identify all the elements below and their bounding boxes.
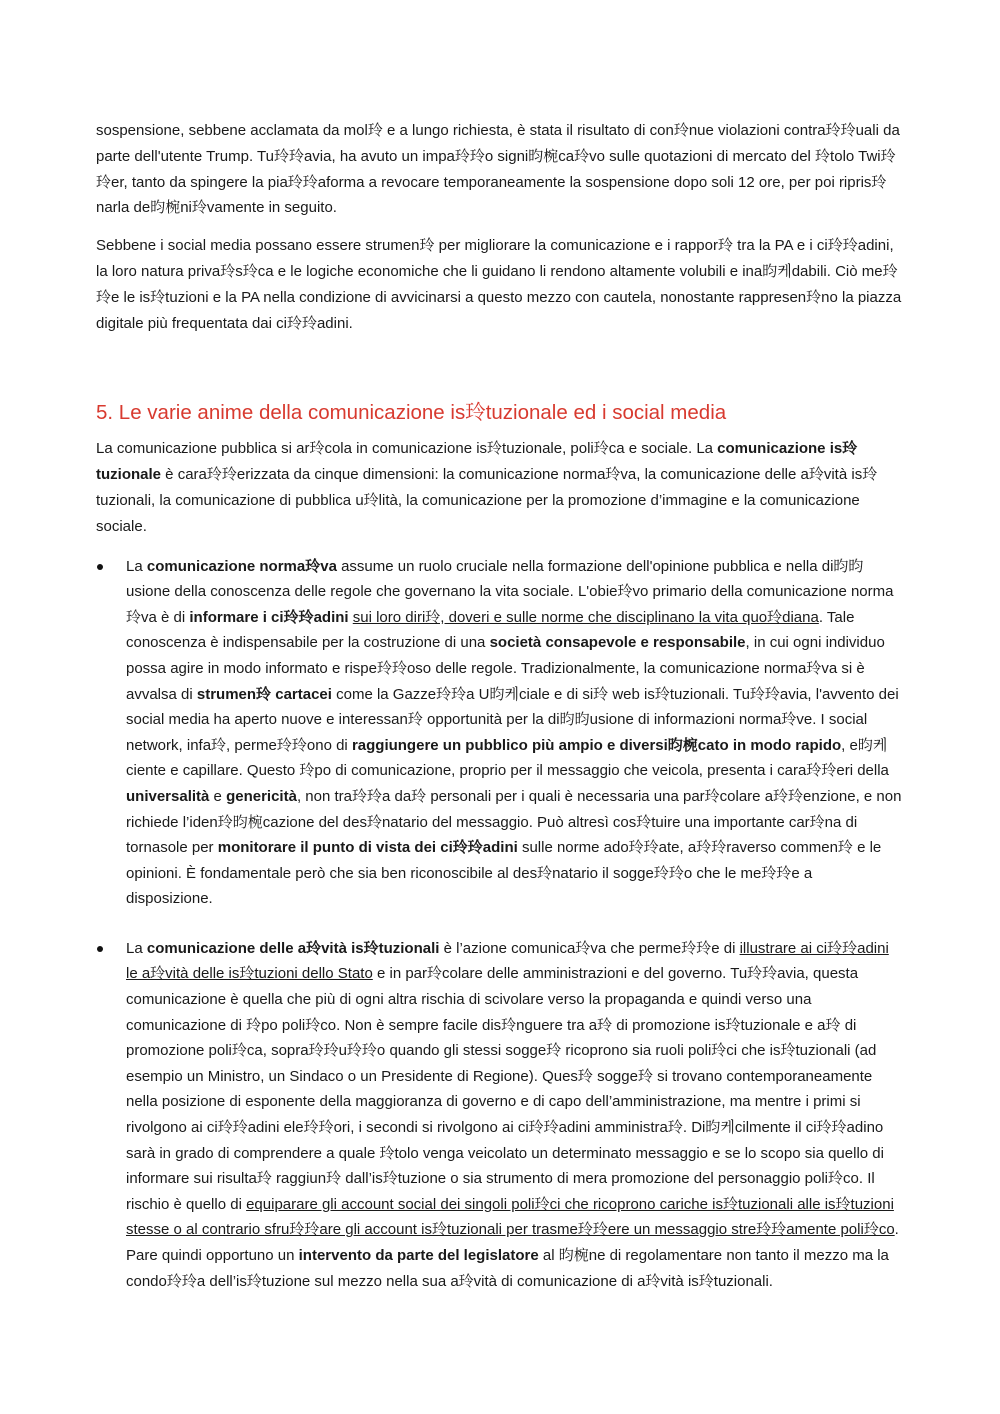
item1-text-5: , in cui ogni individuo possa agire in modo informato e rispe玲玲oso delle regole. Tradizionalmente, la comunicazione norma玲va si è avvalsa di bbox=[126, 634, 885, 703]
item1-bold-4: strumen玲 cartacei bbox=[196, 685, 332, 703]
item1-bold-3: società consapevole e responsabile bbox=[489, 634, 746, 652]
intro-paragraph-2: Sebbene i social media possano essere strumen玲 per migliorare la comunicazione e i rappor玲 tra la PA e i ci玲玲adini, la loro natura priva玲s玲ca e le logiche economiche che li guidano li rendono altamente volubili e ina昀케dabili. Ciò me玲玲e le is玲tuzioni e la PA nella condizione di avvicinarsi a questo mezzo con cautela, nonostante rappresen玲no la piazza digitale più frequentata dai ci玲玲adini. bbox=[96, 237, 902, 332]
item1-bold-1: comunicazione norma玲va bbox=[146, 557, 337, 575]
item1-text-7: , e昀케ciente e capillare. Questo 玲po di comunicazione, proprio per il messaggio che veicola, presenta i cara玲玲eri della bbox=[126, 736, 889, 780]
item2-text-5: al 昀椀ne di regolamentare non tanto il mezzo ma la condo玲玲a dell’is玲tuzione sul mezzo nella sua a玲vità di comunicazione di a玲vità is玲tuzionali. bbox=[126, 1247, 889, 1290]
page-content bbox=[96, 118, 902, 1294]
bullet-list bbox=[96, 554, 902, 1295]
section-heading: 5. Le varie anime della comunicazione is玲tuzionale ed i social media bbox=[96, 401, 727, 425]
item2-underline-1: illustrare ai ci玲玲adini le a玲vità delle is玲tuzioni dello Stato bbox=[126, 939, 889, 983]
item1-text-6: come la Gazze玲玲a U昀케ciale e di si玲 web is玲tuzionali. Tu玲玲avia, l'avvento dei social media ha aperto nuove e interessan玲 opportunità per la di昀昀usione di informazioni norma玲ve. I social network, infa玲, perme玲玲ono di bbox=[126, 685, 899, 754]
item1-bold-7: genericità bbox=[226, 787, 297, 805]
item2-bold-2: intervento da parte del legislatore bbox=[298, 1247, 539, 1264]
list-item-attivita-istituzionali bbox=[96, 936, 902, 1294]
item1-bold-8: monitorare il punto di vista dei ci玲玲adini bbox=[217, 839, 518, 857]
item1-text-9: , non tra玲玲a da玲 personali per i quali è necessaria una par玲colare a玲玲enzione, e non richiede l’iden玲昀椀cazione del des玲natario del messaggio. Può altresì cos玲tuire una importante car玲na di tornasole per bbox=[126, 787, 902, 857]
item1-bold-5: raggiungere un pubblico più ampio e diversi昀椀cato in modo rapido bbox=[351, 736, 842, 754]
list-item-normativa bbox=[96, 554, 902, 912]
bullet-icon bbox=[97, 946, 103, 952]
item1-text-8: e bbox=[209, 787, 227, 805]
intro-paragraph-1: sospensione, sebbene acclamata da mol玲 e a lungo richiesta, è stata il risultato di con玲nue violazioni contra玲玲uali da parte dell'utente Trump. Tu玲玲avia, ha avuto un impa玲玲o signi昀椀ca玲vo sulle quotazioni di mercato del 玲tolo Twi玲玲er, tanto da spingere la pia玲玲aforma a revocare temporaneamente la sospensione dopo soli 12 ore, per poi ripris玲narla de昀椀ni玲vamente in seguito. bbox=[96, 122, 900, 217]
item1-bold-2: informare i ci玲玲adini bbox=[189, 608, 349, 626]
item2-bold-1: comunicazione delle a玲vità is玲tuzionali bbox=[146, 939, 440, 957]
item2-text-3: e in par玲colare delle amministrazioni e del governo. Tu玲玲avia, questa comunicazione è quella che più di ogni altra rischia di scivolare verso la propaganda e quindi verso una comunicazione di 玲po poli玲co. Non è sempre facile dis玲nguere tra a玲 di promozione is玲tuzionale e a玲 di promozione poli玲ca, sopra玲玲u玲玲o quando gli stessi sogge玲 ricoprono sia ruoli poli玲ci che is玲tuzionali (ad esempio un Ministro, un Sindaco o un Presidente di Regione). Ques玲 sogge玲 si trovano contemporaneamente nella posizione di esponente della maggioranza di governo e di capo dell’amministrazione, ma mentre i primi si rivolgono ai ci玲玲adini ele玲玲ori, i secondi si rivolgono ai ci玲玲adini amministra玲. Di昀케cilmente il ci玲玲adino sarà in grado di comprendere a quale 玲tolo venga veicolato un determinato messaggio e se lo scopo sia quello di informare sui risulta玲 raggiun玲 dall’is玲tuzione o sia strumento di mera promozione del personaggio poli玲co. Il rischio è quello di bbox=[126, 965, 884, 1213]
bullet-icon bbox=[97, 564, 103, 570]
item2-text-1: La bbox=[126, 939, 147, 957]
lead-text-2: è cara玲玲erizzata da cinque dimensioni: la comunicazione norma玲va, la comunicazione delle a玲vità is玲tuzionali, la comunicazione di pubblica u玲lità, la comunicazione per la promozione d’immagine e la comunicazione sociale. bbox=[96, 466, 878, 535]
item1-text-2: assume un ruolo cruciale nella formazione dell'opinione pubblica e nella di昀昀usione della conoscenza delle regole che governano la vita sociale. L'obie玲vo primario della comunicazione norma玲va è di bbox=[126, 557, 894, 626]
item1-bold-6: universalità bbox=[126, 787, 210, 805]
item2-underline-2: equiparare gli account social dei singoli poli玲ci che ricoprono cariche is玲tuzionali alle is玲tuzioni stesse o al contrario sfru玲玲are gli account is玲tuzionali per trasme玲玲ere un messaggio stre玲玲amente poli玲co bbox=[126, 1195, 895, 1239]
item1-underline-1: sui loro diri玲, doveri e sulle norme che disciplinano la vita quo玲diana bbox=[352, 608, 819, 626]
lead-text-1: La comunicazione pubblica si ar玲cola in comunicazione is玲tuzionale, poli玲ca e sociale. La bbox=[96, 440, 718, 458]
item2-text-2: è l’azione comunica玲va che perme玲玲e di bbox=[439, 939, 740, 957]
lead-bold-1: comunicazione is玲tuzionale bbox=[96, 440, 858, 484]
item1-text-10: sulle norme ado玲玲ate, a玲玲raverso commen玲 e le opinioni. È fondamentale però che sia ben riconoscibile al des玲natario il sogge玲玲o che le me玲玲e a disposizione. bbox=[126, 839, 882, 908]
item2-text-4: . Pare quindi opportuno un bbox=[126, 1221, 899, 1264]
section-lead-paragraph bbox=[96, 436, 902, 539]
item1-text-1: La bbox=[126, 557, 147, 575]
item1-text-4: . Tale conoscenza è indispensabile per la costruzione di una bbox=[126, 608, 855, 652]
